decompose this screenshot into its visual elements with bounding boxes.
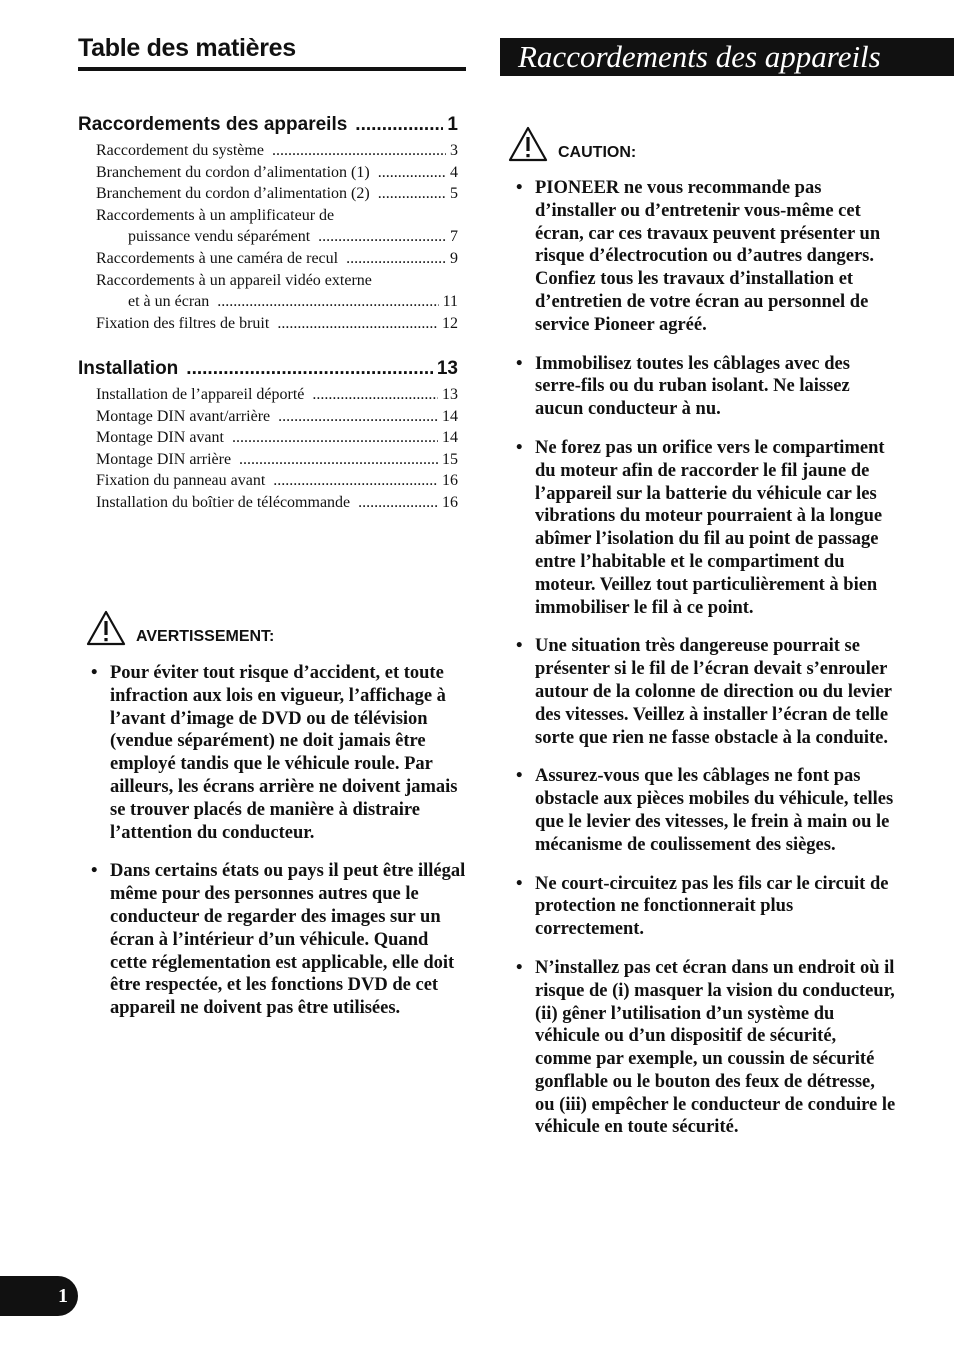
toc-leader [355, 112, 443, 138]
toc-entry-label-cont: et à un écran [128, 293, 210, 311]
toc-entry-main[interactable] [78, 112, 458, 138]
toc-main-page: 13 [436, 358, 458, 379]
caution-bullet: • Ne forez pas un orifice vers le compartiment du moteur afin de raccorder le fil jaune de l’appareil sur la batterie du véhicule car les vibrations du moteur pourraient à la longue abîmer l’isolation du fil au point de passage entre l’habitable et le compartiment du moteur. Veillez tout particulièrement à bien immobiliser le fil à ce point. [511, 437, 896, 619]
toc-entry[interactable] [78, 140, 458, 162]
caution-bullet: • N’installez pas cet écran dans un endroit où il risque de (i) masquer la vision du conducteur, (ii) gêner l’utilisation d’un système du véhicule ou d’un dispositif de sécurité, comme par exemple, un coussin de sécurité gonflable ou le bouton des feux de détresse, ou (iii) empêcher le conducteur de conduire le véhicule en toute sécurité. [511, 957, 896, 1139]
toc-leader [378, 183, 446, 205]
toc-entry-label: Raccordement du système [96, 142, 264, 159]
caution-bullet: • Assurez-vous que les câblages ne font pas obstacle aux pièces mobiles du véhicule, telles que le levier des vitesses, le frein à main ou le mécanisme de coulissement des sièges. [511, 765, 896, 856]
caution-bullet: • Ne court-circuitez pas les fils car le circuit de protection ne fonctionnerait plus correctement. [511, 873, 896, 941]
toc-leader [186, 356, 433, 382]
toc-main-label: Installation [78, 358, 179, 379]
toc-leader [277, 313, 438, 335]
toc-entry[interactable] [78, 470, 458, 492]
toc-entry-first-line[interactable] [78, 270, 458, 292]
toc-leader [358, 492, 438, 514]
toc-heading: Table des matières [78, 30, 466, 71]
page-number-tab: 1 [0, 1276, 78, 1316]
toc-entry-label: Raccordements à un amplificateur de [96, 206, 335, 224]
toc-entry-page: 13 [442, 386, 458, 403]
toc-main-page: 1 [447, 114, 458, 135]
warning-triangle-icon [508, 126, 548, 162]
toc-leader [278, 406, 438, 428]
toc-entry-main[interactable] [78, 356, 458, 382]
toc-entry[interactable] [78, 248, 458, 270]
toc-leader [232, 427, 438, 449]
toc-entry-page: 5 [450, 185, 458, 203]
caution-heading [508, 126, 636, 162]
toc-entry[interactable] [78, 406, 458, 428]
warning-title: AVERTISSEMENT: [136, 628, 275, 645]
toc-leader [318, 226, 446, 248]
toc-leader [378, 162, 446, 184]
toc-entry-page: 4 [450, 163, 458, 181]
toc-entry-label: Montage DIN avant [96, 429, 224, 447]
toc-entry[interactable] [78, 427, 458, 449]
toc-leader [239, 449, 438, 471]
section-banner: Raccordements des appareils [500, 38, 954, 76]
toc-group-installation [78, 356, 458, 514]
caution-title: CAUTION: [558, 144, 637, 161]
toc-entry-continued[interactable] [78, 291, 458, 313]
toc-entry-page: 15 [442, 450, 458, 468]
toc-entry-label: Montage DIN avant/arrière [96, 407, 271, 425]
toc-entry-continued[interactable] [78, 226, 458, 248]
toc-entry-label: Fixation des filtres de bruit [96, 314, 270, 332]
toc-entry[interactable] [78, 492, 458, 514]
toc-entry-page: 16 [442, 472, 458, 490]
toc-entry-page: 14 [442, 407, 458, 425]
toc-leader [272, 140, 446, 162]
toc-leader [273, 470, 438, 492]
caution-list [511, 177, 896, 1155]
toc-entry-page: 7 [450, 228, 458, 246]
toc-entry[interactable] [78, 449, 458, 471]
toc-entry[interactable] [78, 384, 458, 406]
toc-entry-page: 9 [450, 249, 458, 267]
toc-main-label: Raccordements des appareils [78, 114, 348, 135]
toc-entry-label: Branchement du cordon d’alimentation (2) [96, 185, 370, 203]
toc-entry-label: Branchement du cordon d’alimentation (1) [96, 163, 370, 181]
toc-entry-page: 14 [442, 429, 458, 447]
toc-entry-page: 16 [442, 493, 458, 511]
toc-entry[interactable] [78, 162, 458, 184]
toc-entry[interactable] [78, 183, 458, 205]
toc-entry-label: Installation de l’appareil déporté [96, 386, 305, 403]
warning-list [86, 662, 468, 1036]
warning-bullet: • Pour éviter tout risque d’accident, et toute infraction aux lois en vigueur, l’affichage à l’avant d’image de DVD ou de télévision (vendue séparément) ne doit jamais être employé tandis que le véhicule roule. Par ailleurs, les écrans arrière ne doivent jamais se trouver placés de manière à distraire l’attention du conducteur. [86, 662, 468, 844]
toc-entry-label: Installation du boîtier de télécommande [96, 493, 351, 511]
warning-heading [86, 610, 274, 646]
toc-entry-page: 12 [442, 314, 458, 332]
toc-entry-label-cont: puissance vendu séparément [128, 228, 311, 246]
caution-bullet: • PIONEER ne vous recommande pas d’installer ou d’entretenir vous-même cet écran, car ces travaux peuvent présenter un risque d’électrocution ou d’autres dangers. Confiez tous les travaux d’installation et d’entretien de votre écran au personnel de service Pioneer agréé. [511, 177, 896, 337]
toc-entry-page: 3 [450, 142, 458, 159]
caution-bullet: • Une situation très dangereuse pourrait se présenter si le fil de l’écran devait s’enrouler autour de la colonne de direction ou du levier des vitesses. Veillez à installer l’écran de telle sorte que rien ne fasse obstacle à la conduite. [511, 635, 896, 749]
caution-bullet: • Immobilisez toutes les câblages avec des serre-fils ou du ruban isolant. Ne laissez aucun conducteur à nu. [511, 353, 896, 421]
toc-entry-page: 11 [442, 293, 458, 311]
warning-triangle-icon [86, 610, 126, 646]
toc-leader [346, 248, 446, 270]
toc-entry[interactable] [78, 313, 458, 335]
toc-entry-first-line[interactable] [78, 205, 458, 227]
toc-entry-label: Montage DIN arrière [96, 450, 232, 468]
toc-entry-label: Raccordements à une caméra de recul [96, 249, 339, 267]
toc-entry-label: Raccordements à un appareil vidéo externe [96, 271, 372, 289]
toc-group-connections [78, 112, 458, 334]
toc-leader [217, 291, 438, 313]
toc-leader [312, 384, 438, 406]
toc-entry-label: Fixation du panneau avant [96, 472, 266, 490]
warning-bullet: • Dans certains états ou pays il peut être illégal même pour des personnes autres que le conducteur de regarder des images sur un écran à l’intérieur d’un véhicule. Quand cette réglementation est applicable, elle doit être respectée, et les fonctions DVD de cet appareil ne doivent pas être utilisées. [86, 860, 468, 1020]
